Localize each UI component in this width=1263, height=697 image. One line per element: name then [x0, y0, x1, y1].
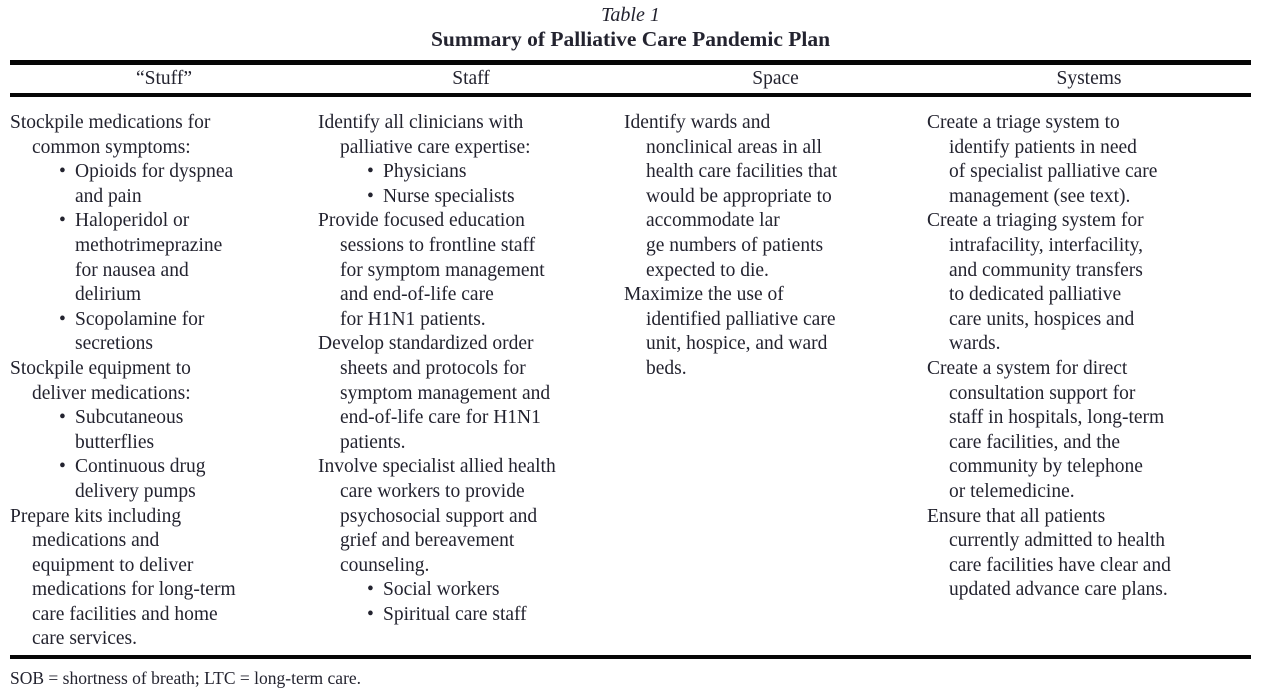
- bullet-line: • Nurse specialists: [367, 185, 624, 210]
- column-cell-space: [624, 111, 927, 652]
- bottom-rule: [10, 655, 1251, 659]
- item-line: accommodate lar: [646, 210, 780, 232]
- item-line: Involve specialist allied health: [318, 456, 556, 478]
- item-line: staff in hospitals, long-term: [949, 407, 1165, 429]
- item-line: medications for long-term: [32, 579, 236, 601]
- item-line: sheets and protocols for: [340, 357, 526, 379]
- item-line: intrafacility, interfacility,: [949, 234, 1144, 256]
- table-body: [10, 97, 1251, 652]
- bullet-icon: •: [59, 210, 66, 232]
- bullet-line: • Haloperidol or: [59, 209, 318, 234]
- table-number: Table 1: [601, 4, 660, 26]
- item-line: symptom management and: [340, 382, 551, 404]
- item-line: for H1N1 patients.: [340, 308, 486, 330]
- bullet-line: • Opioids for dyspnea: [59, 160, 318, 185]
- item-line: Maximize the use of: [624, 284, 784, 306]
- item-line: and end-of-life care: [340, 284, 494, 306]
- item-line: common symptoms:: [32, 136, 191, 158]
- column-cell-stuff: [10, 111, 318, 652]
- item-line: currently admitted to health: [949, 530, 1166, 552]
- item-line: psychosocial support and: [340, 505, 538, 527]
- item-line: wards.: [949, 333, 1001, 355]
- item-line: grief and bereavement: [340, 530, 515, 552]
- column-header-systems: Systems: [1056, 68, 1122, 89]
- bullet-line: delirium: [75, 284, 142, 306]
- item-line: care units, hospices and: [949, 308, 1135, 330]
- column-cell-staff: [318, 111, 624, 652]
- item-line: management (see text).: [949, 185, 1131, 207]
- item-line: consultation support for: [949, 382, 1136, 404]
- item-line: identified palliative care: [646, 308, 836, 330]
- item-line: unit, hospice, and ward: [646, 333, 828, 355]
- bullet-line: for nausea and: [75, 259, 189, 281]
- item-line: of specialist palliative care: [949, 161, 1158, 183]
- item-line: Stockpile medications for: [10, 112, 211, 133]
- item-line: or telemedicine.: [949, 480, 1075, 502]
- item-line: ge numbers of patients: [646, 234, 824, 256]
- item-line: and community transfers: [949, 259, 1143, 281]
- table-caption: Summary of Palliative Care Pandemic Plan: [430, 27, 831, 51]
- bullet-line: and pain: [75, 185, 142, 207]
- bullet-line: • Spiritual care staff: [367, 603, 624, 628]
- item-line: would be appropriate to: [646, 185, 832, 207]
- bullet-line: secretions: [75, 333, 153, 355]
- item-line: for symptom management: [340, 259, 545, 281]
- item-line: Ensure that all patients: [927, 505, 1106, 527]
- item-line: Provide focused education: [318, 210, 525, 232]
- column-header-stuff: “Stuff”: [136, 68, 192, 89]
- item-line: Create a triage system to: [927, 112, 1120, 133]
- column-header-staff: Staff: [452, 68, 490, 89]
- bullet-icon: •: [59, 308, 66, 330]
- bullet-line: • Scopolamine for: [59, 308, 318, 333]
- item-line: counseling.: [340, 554, 430, 576]
- table-footnote: SOB = shortness of breath; LTC = long-term care.: [10, 668, 362, 689]
- bullet-line: • Physicians: [367, 160, 624, 185]
- item-line: medications and: [32, 530, 160, 552]
- item-line: beds.: [646, 357, 687, 379]
- bullet-icon: •: [367, 161, 374, 183]
- item-line: patients.: [340, 431, 406, 453]
- bullet-line: delivery pumps: [75, 480, 196, 502]
- item-line: palliative care expertise:: [340, 136, 531, 158]
- item-line: care workers to provide: [340, 480, 525, 502]
- column-header-space: Space: [752, 68, 799, 89]
- column-cell-systems: [927, 111, 1251, 652]
- column-header-row: [10, 65, 1251, 93]
- item-line: Identify all clinicians with: [318, 112, 524, 133]
- bullet-line: • Social workers: [367, 578, 624, 603]
- item-line: updated advance care plans.: [949, 579, 1168, 601]
- item-line: community by telephone: [949, 456, 1143, 478]
- item-line: sessions to frontline staff: [340, 234, 536, 256]
- bullet-icon: •: [59, 407, 66, 429]
- item-line: Prepare kits including: [10, 505, 182, 527]
- bullet-icon: •: [367, 185, 374, 207]
- item-line: expected to die.: [646, 259, 769, 281]
- bullet-icon: •: [59, 456, 66, 478]
- item-line: care facilities, and the: [949, 431, 1121, 453]
- bullet-icon: •: [367, 579, 374, 601]
- bullet-line: • Continuous drug: [59, 455, 318, 480]
- item-line: equipment to deliver: [32, 554, 194, 576]
- bullet-line: methotrimeprazine: [75, 234, 223, 256]
- bullet-icon: •: [59, 161, 66, 183]
- item-line: health care facilities that: [646, 161, 838, 183]
- item-line: nonclinical areas in all: [646, 136, 822, 158]
- item-line: care services.: [32, 628, 138, 650]
- bullet-line: • Subcutaneous: [59, 406, 318, 431]
- item-line: deliver medications:: [32, 382, 191, 404]
- item-line: Develop standardized order: [318, 333, 534, 355]
- item-line: end-of-life care for H1N1: [340, 407, 541, 429]
- item-line: care facilities have clear and: [949, 554, 1171, 576]
- item-line: Create a system for direct: [927, 357, 1128, 379]
- item-line: Stockpile equipment to: [10, 357, 191, 379]
- bullet-line: butterflies: [75, 431, 155, 453]
- item-line: Create a triaging system for: [927, 210, 1144, 232]
- item-line: to dedicated palliative: [949, 284, 1122, 306]
- bullet-icon: •: [367, 603, 374, 625]
- item-line: identify patients in need: [949, 136, 1137, 158]
- item-line: care facilities and home: [32, 603, 218, 625]
- item-line: Identify wards and: [624, 112, 771, 133]
